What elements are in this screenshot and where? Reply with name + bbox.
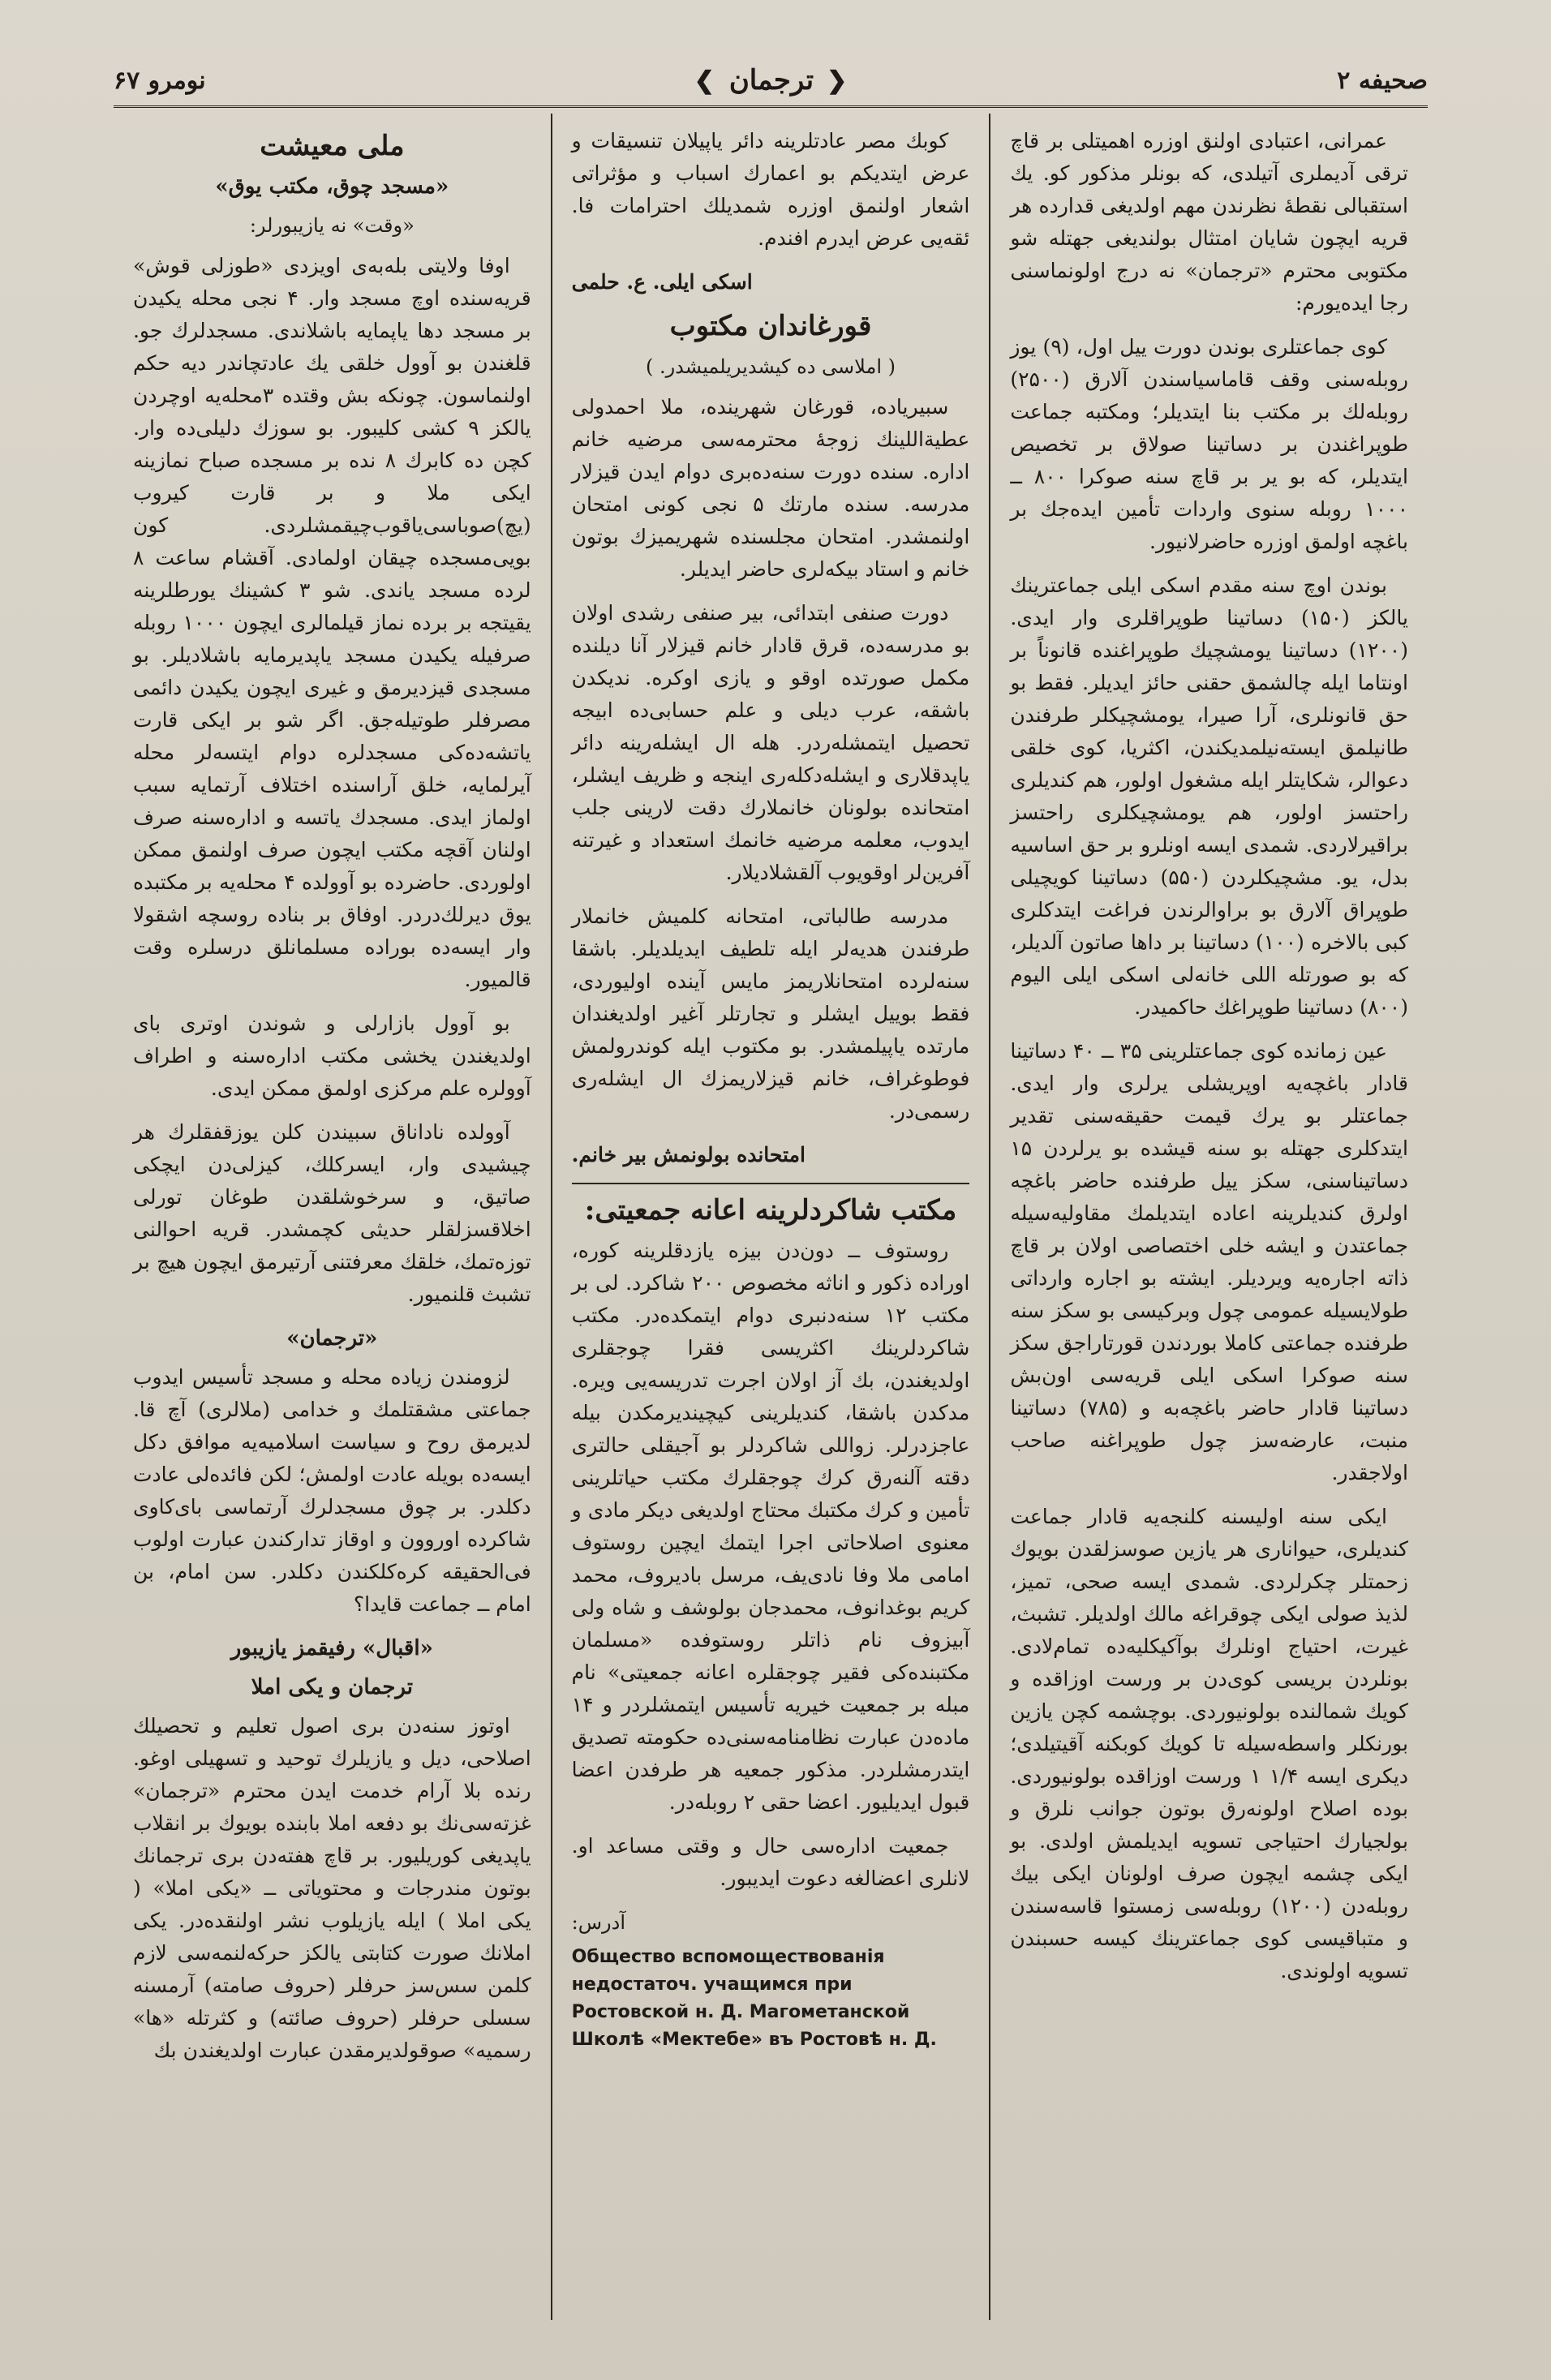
paragraph: آوولده ناداناق سبیندن کلن یوزقفقلرك هر چیشیدی وار، ایسرکلك، کیزلی‌دن ایچکی صاتیق، و سرخوشلقدن طوغان تورلی اخلاقسزلقلر حدیثی کچمشدر. قریه احوالنی توزه‌تمك، خلقك معرفتنی آرتیرمق ایچون هیچ بر تشبث قلنمیور. [132, 1120, 531, 1306]
column-left [114, 114, 551, 2320]
paragraph: مدرسه طالباتی، امتحانه کلمیش خانملار طرفندن هدیه‌لر ایله تلطیف ایدیلدیلر. باشقا سنه‌لرده امتحانلاریمز مایس آینده اولیوردی، فقط بوییل ایشلر و تجارتلر آغیر اولدیغندان مارتده یاپیلمشدر. بو مکتوب ایله کوندرولمش فوطوغراف، خانم قیزلاریمزك ال ایشله‌ری رسمی‌در. [571, 904, 970, 1123]
source-note: «وقت» نه یازیبورلر: [249, 214, 415, 237]
subheading: «مسجد چوق، مکتب یوق» [215, 174, 449, 199]
subheading: «اقبال» رفیقمز یازیبور [230, 1636, 433, 1660]
address-label: آدرس: [571, 1911, 625, 1934]
paper-name: ترجمان [728, 64, 814, 97]
right-ornament-icon: ❯ [694, 66, 716, 95]
column-right [990, 114, 1428, 2320]
paragraph: ایکی سنه اولیسنه کلنجه‌یه قادار جماعت کندیلری، حیواناری هر یازین صوسزلقدن بویوك زحمتلر چکرلردی. شمدی ایسه صحی، تمیز، لذیذ صولی ایکی چوقراغه مالك اولدیلر. تشبث، غیرت، احتیاج اونلرك بوآکیکلیه‌ده تمام‌لادی. بونلردن بریسی کوی‌دن بر ورست اوزاقده و کویك شمالنده بولونیوردی. بوچشمه کچن یازین بورنکلر واسطه‌سیله تا کویك کوبکنه آقیتیلدی؛ دیکری ایسه ۱/۴ ۱ ورست اوزاقده بولونیوردی. بوده اصلاح اولونه‌رق بوتون جوانب نلرق و بولجیارك احتیاجی تسویه ایدیلمش اولدی. بو ایکی چشمه ایچون صرف اولونان ایکی بیك روبله‌دن (۱۲۰۰) روبله‌سی زمستوا قاسه‌سندن و متباقیسی کوی جماعترینك کیسه حسبندن تسویه اولوندی. [1010, 1505, 1408, 1983]
masthead [694, 64, 849, 97]
signature: اسکی ایلی. ع. حلمی [571, 270, 753, 294]
paragraph: کوبك مصر عادتلرینه دائر یاپیلان تنسیقات و عرض ایتدیکم بو اعمارك اسباب و مؤثراتی اشعار اولنمق اوزره شمدیلك احترامات فا. ئقه‌یی عرض ایدرم افندم. [571, 129, 970, 250]
subheading: ترجمان و یکی املا [251, 1675, 413, 1699]
paragraph: عین زمانده کوی جماعتلرینی ۳۵ ــ ۴۰ دساتینا قادار باغچه‌یه اوپریشلی یرلری وار ایدی. جماعتلر بو یرك قیمت حقیقه‌سنی تقدیر ایتدکلری جهتله بو سنه قیشده بو یرلردن ۱۵ دساتیناسنی، سکز ییل طرفنده حاضر باغچه اولرق کندیلرینه اعاده ایتدیلمك مقاولیه‌سیله جماعتدن و ایشه خلی اختصاصی اولان بر قاچ ذاته اجاره‌یه ویردیلر. ایشته بو اجاره وارداتی طولایسیله عمومی چول وبرکیسی بو سکز سنه طرفنده جماعتی کاملا بوردندن قورتاراجق سکز سنه صوکرا اسکی ایلی قریه‌سی اون‌بش دساتینا قادار حاضر باغچه‌به و (۷۸۵) دساتینا منبت، عارضه‌سز چول طوپراغنه صاحب اولاجقدر. [1010, 1039, 1408, 1484]
page-number: صحیفه ۲ [1337, 66, 1428, 95]
left-ornament-icon: ❮ [827, 66, 849, 95]
section-title: ملی معیشت [260, 130, 405, 162]
text-columns [114, 114, 1428, 2320]
paragraph: دورت صنفی ابتدائی، بیر صنفی رشدی اولان بو مدرسه‌ده، قرق قادار خانم قیزلار آنا دیلنده مکمل صورتده اوقو و یازی اوکره. ندیکدن باشقه، عرب دیلی و علم حسابی‌ده ابیجه تحصیل ایتمشله‌ردر. هله ال ایشله‌رینه دائر یاپدقلاری و ایشله‌دکله‌ری اینجه و ظریف ایشلر، امتحانده بولونان خانملارك دقت لارینی جلب ایدوب، معلمه مرضیه خانمك استعداد و غیرتنه آفرین‌لر اوقویوب آلقشلادیلار. [571, 601, 970, 884]
column-middle [552, 114, 990, 2320]
paragraph: کوی جماعتلری بوندن دورت ییل اول، (۹) یوز روبله‌سنی وقف قاماسیاسندن آلارق (۲۵۰۰) روبله‌لك بر مکتب بنا ایتدیلر؛ ومکتبه جماعت طوپراغندن بر دساتینا صولاق بر تخصیص ایتدیلر، که بو یر بر قاچ سنه صوکرا ۸۰۰ ــ ۱۰۰۰ روبله سنوی واردات تأمین ایده‌جك بر باغچه اولمق اوزره حاضرلانیور. [1010, 335, 1408, 553]
paragraph: روستوف ــ دون‌دن بیزه یازدقلرینه کوره، اوراده ذکور و اناثه مخصوص ۲۰۰ شاکرد. لی بر مکتب ۱۲ سنه‌دنبری دوام ایتمکده‌در. مکتب شاکردلرینك اکثریسی فقرا چوجقلری اولدیغندن، بك آز اولان اجرت تدریسه‌یی ویره. مدکدن باشقا، کندیلرینی کیچیندیرمکدن بیله عاجزدرلر. زواللی شاکردلر بو آجیقلی حالتری دقته آلنه‌رق کرك چوجقلرك مکتب حیاتلرینی تأمین و کرك مکتبك محتاج اولدیغی دیکر مادی و معنوی اصلاحاتی اجرا ایتمك ایچین روستوف امامی ملا وفا نادی‌یف، مرسل بادیروف، محمد کریم بوغدانوف، محمدجان بولوشف و شاه ولی آبیزوف نام ذاتلر روستوفده «مسلمان مکتبنده‌کی فقیر چوجقلره اعانه جمعیتی» نام مبله بر جمعیت خیریه تأسیس ایتمشلردر و ۱۴ ماده‌دن عبارت نظامنامه‌سنی‌ده حکومته تصدیق ایتدرمشلردر. مذکور جمعیه هر طرفدن اعضا قبول ایدیلیور. اعضا حقی ۲ روبله‌در. [571, 1239, 970, 1814]
russian-address: Общество вспомоществованія недостаточ. учащимся при Ростовской н. Д. Магометанской Школѣ «Мектебе» въ Ростовѣ н. Д. [571, 1947, 937, 2050]
article-title-kurgan: قورغاندان مکتوب [669, 310, 872, 342]
issue-number: نومرو ۶۷ [114, 66, 206, 95]
paragraph: اوتوز سنه‌دن بری اصول تعلیم و تحصیلك اصلاحی، دیل و یازیلرك توحید و تسهیلی اوغو. رنده بلا آرام خدمت ایدن محترم «ترجمان» غزته‌سی‌نك بو دفعه املا بابنده بویوك بر انقلاب یاپدیغی کوریلیور. بر قاچ هفته‌دن بری ترجمانك بوتون مندرجات و محتویاتی ــ «یکی املا» ( یکی املا ) ایله یازیلوب نشر اولنقده‌در. یکی املانك صورت کتابتی یالکز حرکه‌لنمه‌سی لازم کلمن سس‌سز حرفلر (حروف صامته) آرمسنه سسلی حرفلر (حروف صائته) و کثرتله «ها» رسمیه» صوقولدیرمقدن عبارت اولدیغندن بك [132, 1714, 531, 2062]
paragraph: لزومندن زیاده محله و مسجد تأسیس ایدوب جماعتی مشقتلمك و خدامی (ملالری) آچ قا. لدیرمق روح و سیاست اسلامیه‌یه موافق دکل ایسه‌ده بویله عادت اولمش؛ لکن فائده‌لی عادت دکلدر. بر چوق مسجدلرك آرتماسی بای‌کاوی شاکرده اوروون و اوقاز تدارکندن عبارت اولوب فی‌الحقیقه کره‌کلکندن دکلدر. سن امام، بن امام ــ جماعت قایدا؟ [132, 1365, 531, 1616]
signature: امتحانده بولونمش بیر خانم. [571, 1143, 806, 1166]
paragraph: عمرانی، اعتبادی اولنق اوزره اهمیتلی بر قاچ ترقی آدیملری آتیلدی، که بونلر مذکور کو. یك استقبالی نقطهٔ نظرندن مهم اولدیغی قدارده هر قریه ایچون شایان امتثال بولندیغی جهتله شو مکتوبی محترم «ترجمان» نه درج اولونماسنی رجا ایده‌یورم: [1010, 129, 1408, 315]
paragraph: اوفا ولایتی بله‌به‌ی اویزدی «طوزلی قوش» قریه‌سنده اوچ مسجد وار. ۴ نجی محله یکیدن بر مسجد دها یاپمایه باشلاندی. مسجدلرك جو. قلغندن بو آوول خلقی یك عادتچاندر دیه حکم اولنماسون. چونکه بش وقتده ۳محله‌یه اوچردن یالکز ۹ کشی کلیبور. بو سوزك دلیلی‌ده وار. کچن ده کابرك ۸ نده بر مسجده صباح نمازینه ایکی ملا و بر قارت کیروب (یچ)صوباسی‌یاقوب‌چیقمشلردی. کون بویی‌مسجده چیقان اولمادی. آقشام ساعت ۸ لرده مسجد یاندی. شو ۳ کشینك یورطلرینه یقیتجه بر برده نماز قیلمالری ایچون ۱۰۰۰ روبله صرفیله یکیدن مسجد یاپدیرمایه باشلادیلر. بو مسجدی قیزدیرمق و غیری ایچون یکیدن دائمی مصرفلر طوتیله‌جق. اگر شو بر ایکی قارت یاتشه‌ده‌کی مسجدلره دوام ایتسه‌لر محله آیرلمایه، خلق آراسنده اختلاف آرتمایه سبب اولماز ایدی. مسجدك یاتسه و اداره‌سنه صرف اولنان آقچه مکتب ایچون صرف اولنمق ممکن اولوردی. حاضرده بو آوولده ۴ محله‌یه بر مکتبده یوق دیرلك‌دردر. اوفاق بر بناده روسچه اشقولا وار ایسه‌ده بوراده مسلمانلق درسلره وقت قالمیور. [132, 254, 531, 991]
page-header [114, 55, 1428, 108]
article-title-society: مکتب شاکردلرینه اعانه جمعیتی: [584, 1194, 957, 1227]
subheading: «ترجمان» [286, 1326, 378, 1351]
paragraph: جمعیت اداره‌سی حال و وقتی مساعد او. لانلری اعضالغه دعوت ایدیبور. [571, 1834, 970, 1890]
paragraph: بو آوول بازارلی و شوندن اوتری بای اولدیغندن یخشی مکتب اداره‌سنه و اطراف آوولره علم مرکزی اولمق ممکن ایدی. [132, 1012, 531, 1100]
divider [572, 1183, 970, 1184]
paragraph: بوندن اوچ سنه مقدم اسکی ایلی جماعترینك یالکز (۱۵۰) دساتینا طوپراقلری وار ایدی. (۱۲۰۰) دساتینا یومشچیك طوپراغنده قانوناً بر اونتاما ایله چالشمق حقنی حائز ایدیلر. فقط بو حق قانونلری، آرا صیرا، یومشچیکلر طرفندن طانیلمق ایسته‌نیلمدیکندن، اکثریا، کوی خلقی دعوالر، شکایتلر ایله مشغول اولور، هم کندیلری راحتسز اولور، هم یومشچیکلری راحتسز براقیرلاردی. شمدی ایسه اونلرو بر حق اساسیه بدل، یو. مشچیکلردن (۵۵۰) دساتینا کویچیلی طوپراق آلارق بو براوالرندن فراغت ایتدکلری کبی بالاخره (۱۰۰) دساتینا بر داها صاتون آلدیلر، که بو صورتله اللی خانه‌لی اسکی ایلی الیوم (۸۰۰) دساتینا طوپراغك حاکمیدر. [1010, 574, 1409, 1019]
paragraph: سبیریاده، قورغان شهرینده، ملا احمدولی عطیة‌اللینك زوجهٔ محترمه‌سی مرضیه خانم اداره. سنده دورت سنه‌ده‌بری دوام ایدن قیزلار مدرسه. سنده مارتك ۵ نجی کونی امتحان اولنمشدر. امتحان مجلسنده شهریمیزك بوتون خانم و استاد بیکه‌لری حاضر ایدیلر. [571, 395, 970, 581]
article-note: ( املاسی ده کیشدیریلمیشدر. ) [645, 355, 896, 378]
